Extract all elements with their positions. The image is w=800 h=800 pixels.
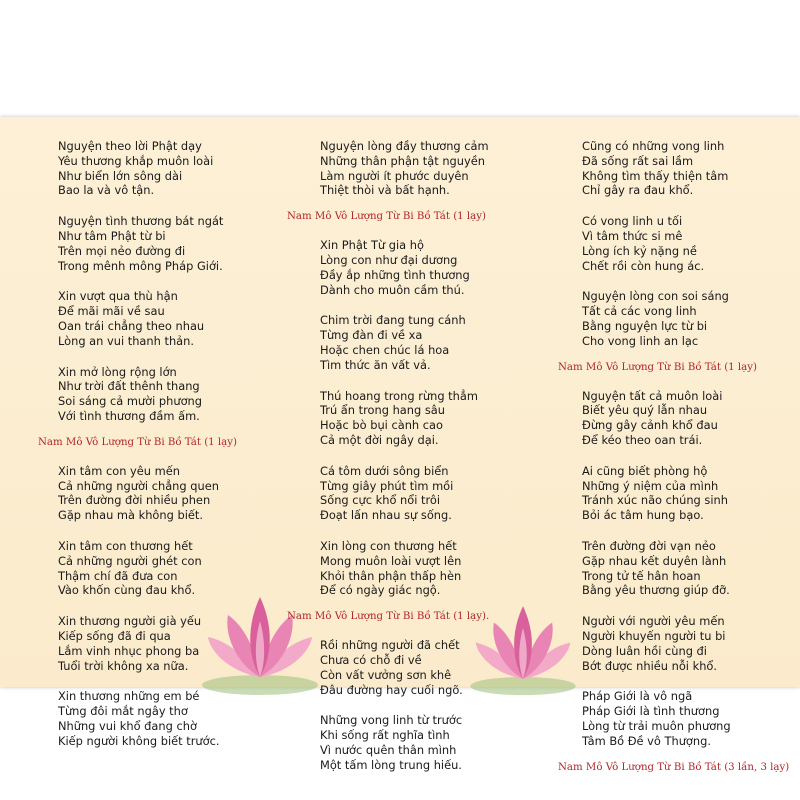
poem-stanza [58,289,278,348]
poem-line: Sống cực khổ nổi trôi [320,493,441,508]
poem-column-1 [38,139,278,765]
poem-line: Nguyện lòng con soi sáng [582,289,729,304]
poem-line: Như trời đất thênh thang [58,379,200,394]
poem-line: Không tìm thấy thiện tâm [582,168,729,183]
poem-line: Bằng yêu thương giúp đỡ. [582,583,730,598]
poem-stanza [58,139,278,198]
poem-line: Từng đàn đi về xa [320,328,423,343]
poem-line: Vì nước quên thân mình [320,742,457,757]
poem-line: Nguyện tất cả muôn loài [582,388,723,403]
poem-line: Đâu đường hay cuối ngõ. [320,682,463,697]
poem-line: Cả một đời ngây dại. [320,432,439,447]
refrain-line: Nam Mô Vô Lượng Từ Bi Bồ Tát (1 lạy) [558,361,757,373]
poem-line: Có vong linh u tối [582,214,683,229]
poem-column-2 [287,139,550,789]
poem-line: Vì tâm thức si mê [582,228,683,243]
poem-line: Xin tâm con yêu mến [58,463,180,478]
poem-line: Lòng an vui thanh thản. [58,333,194,348]
poem-line: Để kéo theo oan trái. [582,432,703,447]
poem-line: Bằng nguyện lực từ bi [582,318,708,333]
poem-line: Những vui khổ đang chờ [58,718,197,733]
poem-line: Cá tôm dưới sông biển [320,463,449,478]
poem-line: Một tấm lòng trung hiếu. [320,757,462,772]
poem-stanza [320,713,550,772]
poem-line: Cả những người ghét con [58,553,202,568]
poem-line: Tất cả các vong linh [582,304,697,319]
poem-line: Lòng ích kỷ nặng nề [582,243,697,258]
poem-line: Cả những người chẳng quen [58,478,219,493]
poem-line: Vào khốn cùng đau khổ. [58,583,196,598]
poem-line: Chết rồi còn hung ác. [582,258,705,273]
poem-line: Cho vong linh an lạc [582,333,699,348]
poem-line: Xin lòng con thương hết [320,538,457,553]
poem-line: Cũng có những vong linh [582,139,725,153]
poem-stanza [58,214,278,273]
poem-line: Khi sống rất nghĩa tình [320,728,450,743]
poem-line: Làm người ít phước duyên [320,168,469,183]
poem-line: Như biển lớn sông dài [58,168,183,183]
poem-line: Đã sống rất sai lầm [582,153,694,168]
poem-line: Như tâm Phật từ bi [58,228,166,243]
poem-line: Để có ngày giác ngộ. [320,583,441,598]
poem-stanza [58,365,278,424]
poem-line: Để mãi mãi về sau [58,304,165,319]
poem-line: Pháp Giới là tình thương [582,704,720,719]
poem-column-3 [558,139,790,789]
poem-line: Dòng luân hồi cùng đi [582,643,707,658]
refrain-line: Nam Mô Vô Lượng Từ Bi Bồ Tát (1 lạy) [287,211,486,223]
poem-line: Hoặc bò bụi cành cao [320,418,443,433]
poem-line: Người khuyến người tu bi [582,628,726,643]
prayer-card [0,117,800,773]
poem-line: Đoạt lấn nhau sự sống. [320,508,452,523]
poem-line: Nguyện tình thương bát ngát [58,214,224,229]
poem-line: Hoặc chen chúc lá hoa [320,342,450,357]
poem-line: Từng giây phút tìm mồi [320,478,454,493]
poem-line: Xin vượt qua thù hận [58,289,178,304]
poem-stanza [582,289,782,348]
poem-line: Trú ẩn trong hang sâu [320,403,445,418]
poem-stanza [58,689,278,748]
poem-line: Xin thương những em bé [58,689,200,704]
poem-line: Xin mở lòng rộng lớn [58,364,177,379]
poem-line: Tìm thức ăn vất vả. [320,357,431,372]
poem-line: Kiếp người không biết trước. [58,733,220,748]
poem-line: Pháp Giới là vô ngã [582,689,693,704]
poem-line: Biết yêu quý lẫn nhau [582,403,708,418]
poem-line: Trong mênh mông Pháp Giới. [58,258,223,273]
poem-line: Thú hoang trong rừng thẳm [320,388,478,403]
poem-line: Tuổi trời không xa nữa. [58,658,189,673]
poem-line: Bao la và vô tận. [58,183,155,198]
poem-line: Tránh xúc não chúng sinh [582,493,728,508]
poem-line: Trên mọi nẻo đường đi [58,243,186,258]
poem-line: Gặp nhau kết duyên lành [582,553,727,568]
poem-stanza [582,614,782,673]
poem-stanza [320,238,550,297]
poem-stanza [320,313,550,372]
poem-line: Trên đường đời nhiều phen [58,493,211,508]
poem-stanza [320,139,550,198]
poem-stanza [582,689,782,748]
poem-line: Yêu thương khắp muôn loài [58,153,214,168]
poem-stanza [320,638,550,697]
poem-line: Lòng từ trải muôn phương [582,718,731,733]
poem-stanza [582,389,782,448]
poem-line: Người với người yêu mến [582,614,725,629]
poem-line: Nguyện lòng đầy thương cảm [320,139,489,153]
poem-line: Lắm vinh nhục phong ba [58,643,200,658]
poem-line: Bỏi ác tâm hung bạo. [582,508,704,523]
poem-line: Gặp nhau mà không biết. [58,508,203,523]
poem-line: Chưa có chỗ đi về [320,652,422,667]
poem-stanza [58,464,278,523]
poem-stanza [582,539,782,598]
poem-line: Với tình thương đầm ấm. [58,408,200,423]
poem-stanza [320,464,550,523]
poem-line: Oan trái chẳng theo nhau [58,318,205,333]
poem-line: Xin thương người già yếu [58,614,202,629]
poem-line: Kiếp sống đã đi qua [58,628,171,643]
poem-line: Thậm chí đã đưa con [58,568,178,583]
poem-stanza [58,614,278,673]
poem-line: Dành cho muôn cầm thú. [320,282,465,297]
poem-stanza [582,139,782,198]
poem-line: Khỏi thân phận thấp hèn [320,568,462,583]
poem-line: Chỉ gây ra đau khổ. [582,183,694,198]
poem-line: Đầy ắp những tình thương [320,267,470,282]
poem-line: Rồi những người đã chết [320,638,460,653]
poem-stanza [320,539,550,598]
refrain-line: Nam Mô Vô Lượng Từ Bi Bồ Tát (3 lần, 3 lạy) [558,761,790,773]
poem-line: Xin tâm con thương hết [58,538,193,553]
poem-line: Những thân phận tật nguyền [320,153,485,168]
poem-line: Lòng con như đại dương [320,252,458,267]
poem-line: Trong tử tế hân hoan [582,568,701,583]
poem-line: Trên đường đời vạn nẻo [582,538,716,553]
poem-stanza [320,389,550,448]
poem-stanza [582,214,782,273]
poem-line: Tâm Bồ Đề vô Thượng. [582,733,711,748]
poem-line: Những vong linh từ trước [320,713,463,728]
poem-line: Xin Phật Từ gia hộ [320,238,424,253]
poem-line: Mong muôn loài vượt lên [320,553,462,568]
poem-line: Còn vất vưởng sơn khê [320,667,452,682]
poem-line: Chim trời đang tung cánh [320,313,466,328]
poem-line: Nguyện theo lời Phật dạy [58,139,202,153]
poem-line: Thiệt thòi và bất hạnh. [320,183,450,198]
poem-line: Từng đôi mắt ngây thơ [58,704,188,719]
poem-stanza [58,539,278,598]
refrain-line: Nam Mô Vô Lượng Từ Bi Bồ Tát (1 lạy). [287,611,490,623]
poem-line: Những ý niệm của mình [582,478,719,493]
poem-line: Đừng gây cảnh khổ đau [582,418,718,433]
poem-line: Soi sáng cả mười phương [58,394,202,409]
poem-line: Ai cũng biết phòng hộ [582,463,708,478]
poem-line: Bớt được nhiều nỗi khổ. [582,658,718,673]
poem-stanza [582,464,782,523]
refrain-line: Nam Mô Vô Lượng Từ Bi Bồ Tát (1 lạy) [38,436,237,448]
